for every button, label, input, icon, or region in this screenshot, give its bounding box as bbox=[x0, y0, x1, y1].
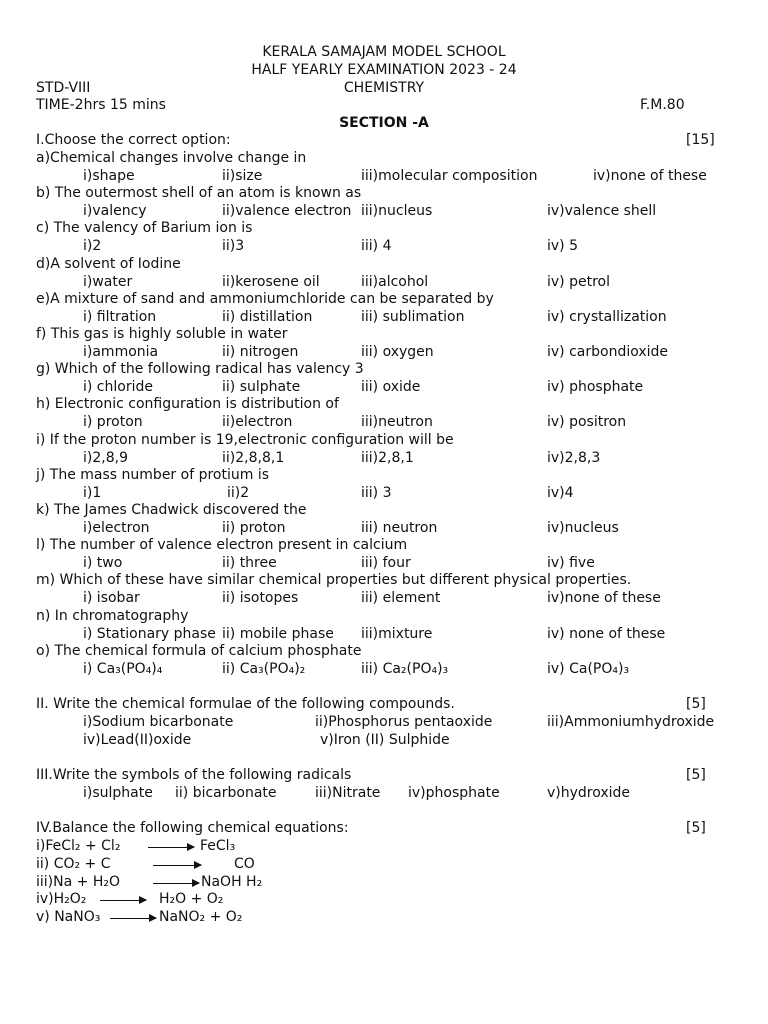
reaction-arrow bbox=[148, 847, 194, 848]
answer-option: ii) Ca₃(PO₄)₂ bbox=[222, 661, 306, 677]
question-text: o) The chemical formula of calcium phosphate bbox=[36, 643, 362, 659]
answer-option: iv)valence shell bbox=[547, 203, 657, 219]
answer-option: iii)2,8,1 bbox=[361, 450, 414, 466]
standard: STD-VIII bbox=[36, 80, 91, 96]
equation-lhs: iv)H₂O₂ bbox=[36, 891, 87, 907]
q2-marks: [5] bbox=[686, 696, 706, 712]
reaction-arrow bbox=[100, 900, 146, 901]
answer-option: iii) four bbox=[361, 555, 411, 571]
equation-lhs: iii)Na + H₂O bbox=[36, 874, 120, 890]
reaction-arrow bbox=[153, 883, 199, 884]
answer-option: iv) carbondioxide bbox=[547, 344, 669, 360]
answer-option: iv)4 bbox=[547, 485, 574, 501]
answer-option: i) chloride bbox=[83, 379, 153, 395]
question-text: i) If the proton number is 19,electronic configuration will be bbox=[36, 432, 454, 448]
full-marks: F.M.80 bbox=[640, 97, 685, 113]
answer-option: iv) 5 bbox=[547, 238, 578, 254]
exam-title: HALF YEARLY EXAMINATION 2023 - 24 bbox=[251, 62, 517, 78]
answer-option: iii)neutron bbox=[361, 414, 433, 430]
q3-item: iv)phosphate bbox=[408, 785, 500, 801]
question-text: b) The outermost shell of an atom is known as bbox=[36, 185, 362, 201]
question-text: c) The valency of Barium ion is bbox=[36, 220, 253, 236]
answer-option: iv)none of these bbox=[593, 168, 707, 184]
answer-option: iii)nucleus bbox=[361, 203, 433, 219]
answer-option: iii) oxygen bbox=[361, 344, 434, 360]
answer-option: iii)mixture bbox=[361, 626, 433, 642]
question-text: f) This gas is highly soluble in water bbox=[36, 326, 288, 342]
q2-item: iv)Lead(II)oxide bbox=[83, 732, 192, 748]
answer-option: iii) neutron bbox=[361, 520, 438, 536]
q2-heading: II. Write the chemical formulae of the following compounds. bbox=[36, 696, 455, 712]
answer-option: ii)valence electron bbox=[222, 203, 352, 219]
question-text: j) The mass number of protium is bbox=[36, 467, 270, 483]
answer-option: i)shape bbox=[83, 168, 135, 184]
q1-heading: I.Choose the correct option: bbox=[36, 132, 231, 148]
section-title: SECTION -A bbox=[339, 115, 429, 131]
answer-option: iv) none of these bbox=[547, 626, 666, 642]
q3-item: iii)Nitrate bbox=[315, 785, 381, 801]
reaction-arrow bbox=[110, 918, 156, 919]
answer-option: ii) isotopes bbox=[222, 590, 299, 606]
answer-option: i)valency bbox=[83, 203, 147, 219]
question-text: d)A solvent of Iodine bbox=[36, 256, 181, 272]
answer-option: i) filtration bbox=[83, 309, 157, 325]
answer-option: iii) Ca₂(PO₄)₃ bbox=[361, 661, 449, 677]
equation-lhs: i)FeCl₂ + Cl₂ bbox=[36, 838, 121, 854]
answer-option: iv) positron bbox=[547, 414, 627, 430]
answer-option: iii) element bbox=[361, 590, 441, 606]
question-text: g) Which of the following radical has valency 3 bbox=[36, 361, 364, 377]
q2-item: iii)Ammoniumhydroxide bbox=[547, 714, 715, 730]
subject: CHEMISTRY bbox=[343, 80, 425, 96]
answer-option: iii) 4 bbox=[361, 238, 392, 254]
answer-option: i) Stationary phase bbox=[83, 626, 216, 642]
answer-option: ii) three bbox=[222, 555, 277, 571]
school-name: KERALA SAMAJAM MODEL SCHOOL bbox=[262, 44, 506, 60]
question-text: h) Electronic configuration is distribution of bbox=[36, 396, 339, 412]
q2-item: i)Sodium bicarbonate bbox=[83, 714, 234, 730]
q2-item: ii)Phosphorus pentaoxide bbox=[315, 714, 493, 730]
answer-option: ii)3 bbox=[222, 238, 245, 254]
q4-heading: IV.Balance the following chemical equations: bbox=[36, 820, 349, 836]
question-text: e)A mixture of sand and ammoniumchloride can be separated by bbox=[36, 291, 494, 307]
answer-option: ii) nitrogen bbox=[222, 344, 299, 360]
answer-option: iv) petrol bbox=[547, 274, 610, 290]
answer-option: iv)none of these bbox=[547, 590, 661, 606]
answer-option: ii)2 bbox=[227, 485, 250, 501]
equation-rhs: NaOH H₂ bbox=[201, 874, 263, 890]
answer-option: i)water bbox=[83, 274, 133, 290]
question-text: n) In chromatography bbox=[36, 608, 189, 624]
answer-option: i)electron bbox=[83, 520, 150, 536]
answer-option: ii) sulphate bbox=[222, 379, 301, 395]
answer-option: ii)2,8,8,1 bbox=[222, 450, 285, 466]
question-text: k) The James Chadwick discovered the bbox=[36, 502, 307, 518]
answer-option: i) proton bbox=[83, 414, 143, 430]
answer-option: ii) distillation bbox=[222, 309, 313, 325]
answer-option: iii)molecular composition bbox=[361, 168, 538, 184]
answer-option: iii)alcohol bbox=[361, 274, 429, 290]
time: TIME-2hrs 15 mins bbox=[36, 97, 166, 113]
q3-item: ii) bicarbonate bbox=[175, 785, 277, 801]
answer-option: iv) phosphate bbox=[547, 379, 644, 395]
q3-heading: III.Write the symbols of the following radicals bbox=[36, 767, 352, 783]
answer-option: i)ammonia bbox=[83, 344, 159, 360]
q2-item: v)Iron (II) Sulphide bbox=[320, 732, 450, 748]
equation-rhs: CO bbox=[234, 856, 255, 872]
question-text: m) Which of these have similar chemical properties but different physical properties. bbox=[36, 572, 632, 588]
equation-lhs: v) NaNO₃ bbox=[36, 909, 101, 925]
answer-option: iii) sublimation bbox=[361, 309, 465, 325]
q4-marks: [5] bbox=[686, 820, 706, 836]
answer-option: i) two bbox=[83, 555, 123, 571]
answer-option: iii) 3 bbox=[361, 485, 392, 501]
answer-option: i)2 bbox=[83, 238, 102, 254]
q3-marks: [5] bbox=[686, 767, 706, 783]
answer-option: i) isobar bbox=[83, 590, 140, 606]
reaction-arrow bbox=[153, 865, 201, 866]
answer-option: ii)electron bbox=[222, 414, 293, 430]
answer-option: iii) oxide bbox=[361, 379, 421, 395]
answer-option: i)2,8,9 bbox=[83, 450, 128, 466]
answer-option: iv)2,8,3 bbox=[547, 450, 601, 466]
answer-option: ii)kerosene oil bbox=[222, 274, 320, 290]
equation-rhs: H₂O + O₂ bbox=[159, 891, 224, 907]
question-text: l) The number of valence electron present in calcium bbox=[36, 537, 408, 553]
answer-option: iv) five bbox=[547, 555, 595, 571]
equation-rhs: FeCl₃ bbox=[200, 838, 236, 854]
answer-option: iv)nucleus bbox=[547, 520, 619, 536]
q3-item: i)sulphate bbox=[83, 785, 153, 801]
equation-lhs: ii) CO₂ + C bbox=[36, 856, 111, 872]
q3-item: v)hydroxide bbox=[547, 785, 631, 801]
answer-option: ii) mobile phase bbox=[222, 626, 334, 642]
answer-option: ii)size bbox=[222, 168, 263, 184]
answer-option: i) Ca₃(PO₄)₄ bbox=[83, 661, 163, 677]
answer-option: iv) Ca(PO₄)₃ bbox=[547, 661, 630, 677]
answer-option: ii) proton bbox=[222, 520, 286, 536]
equation-rhs: NaNO₂ + O₂ bbox=[159, 909, 243, 925]
question-text: a)Chemical changes involve change in bbox=[36, 150, 307, 166]
q1-marks: [15] bbox=[686, 132, 715, 148]
answer-option: iv) crystallization bbox=[547, 309, 667, 325]
answer-option: i)1 bbox=[83, 485, 102, 501]
